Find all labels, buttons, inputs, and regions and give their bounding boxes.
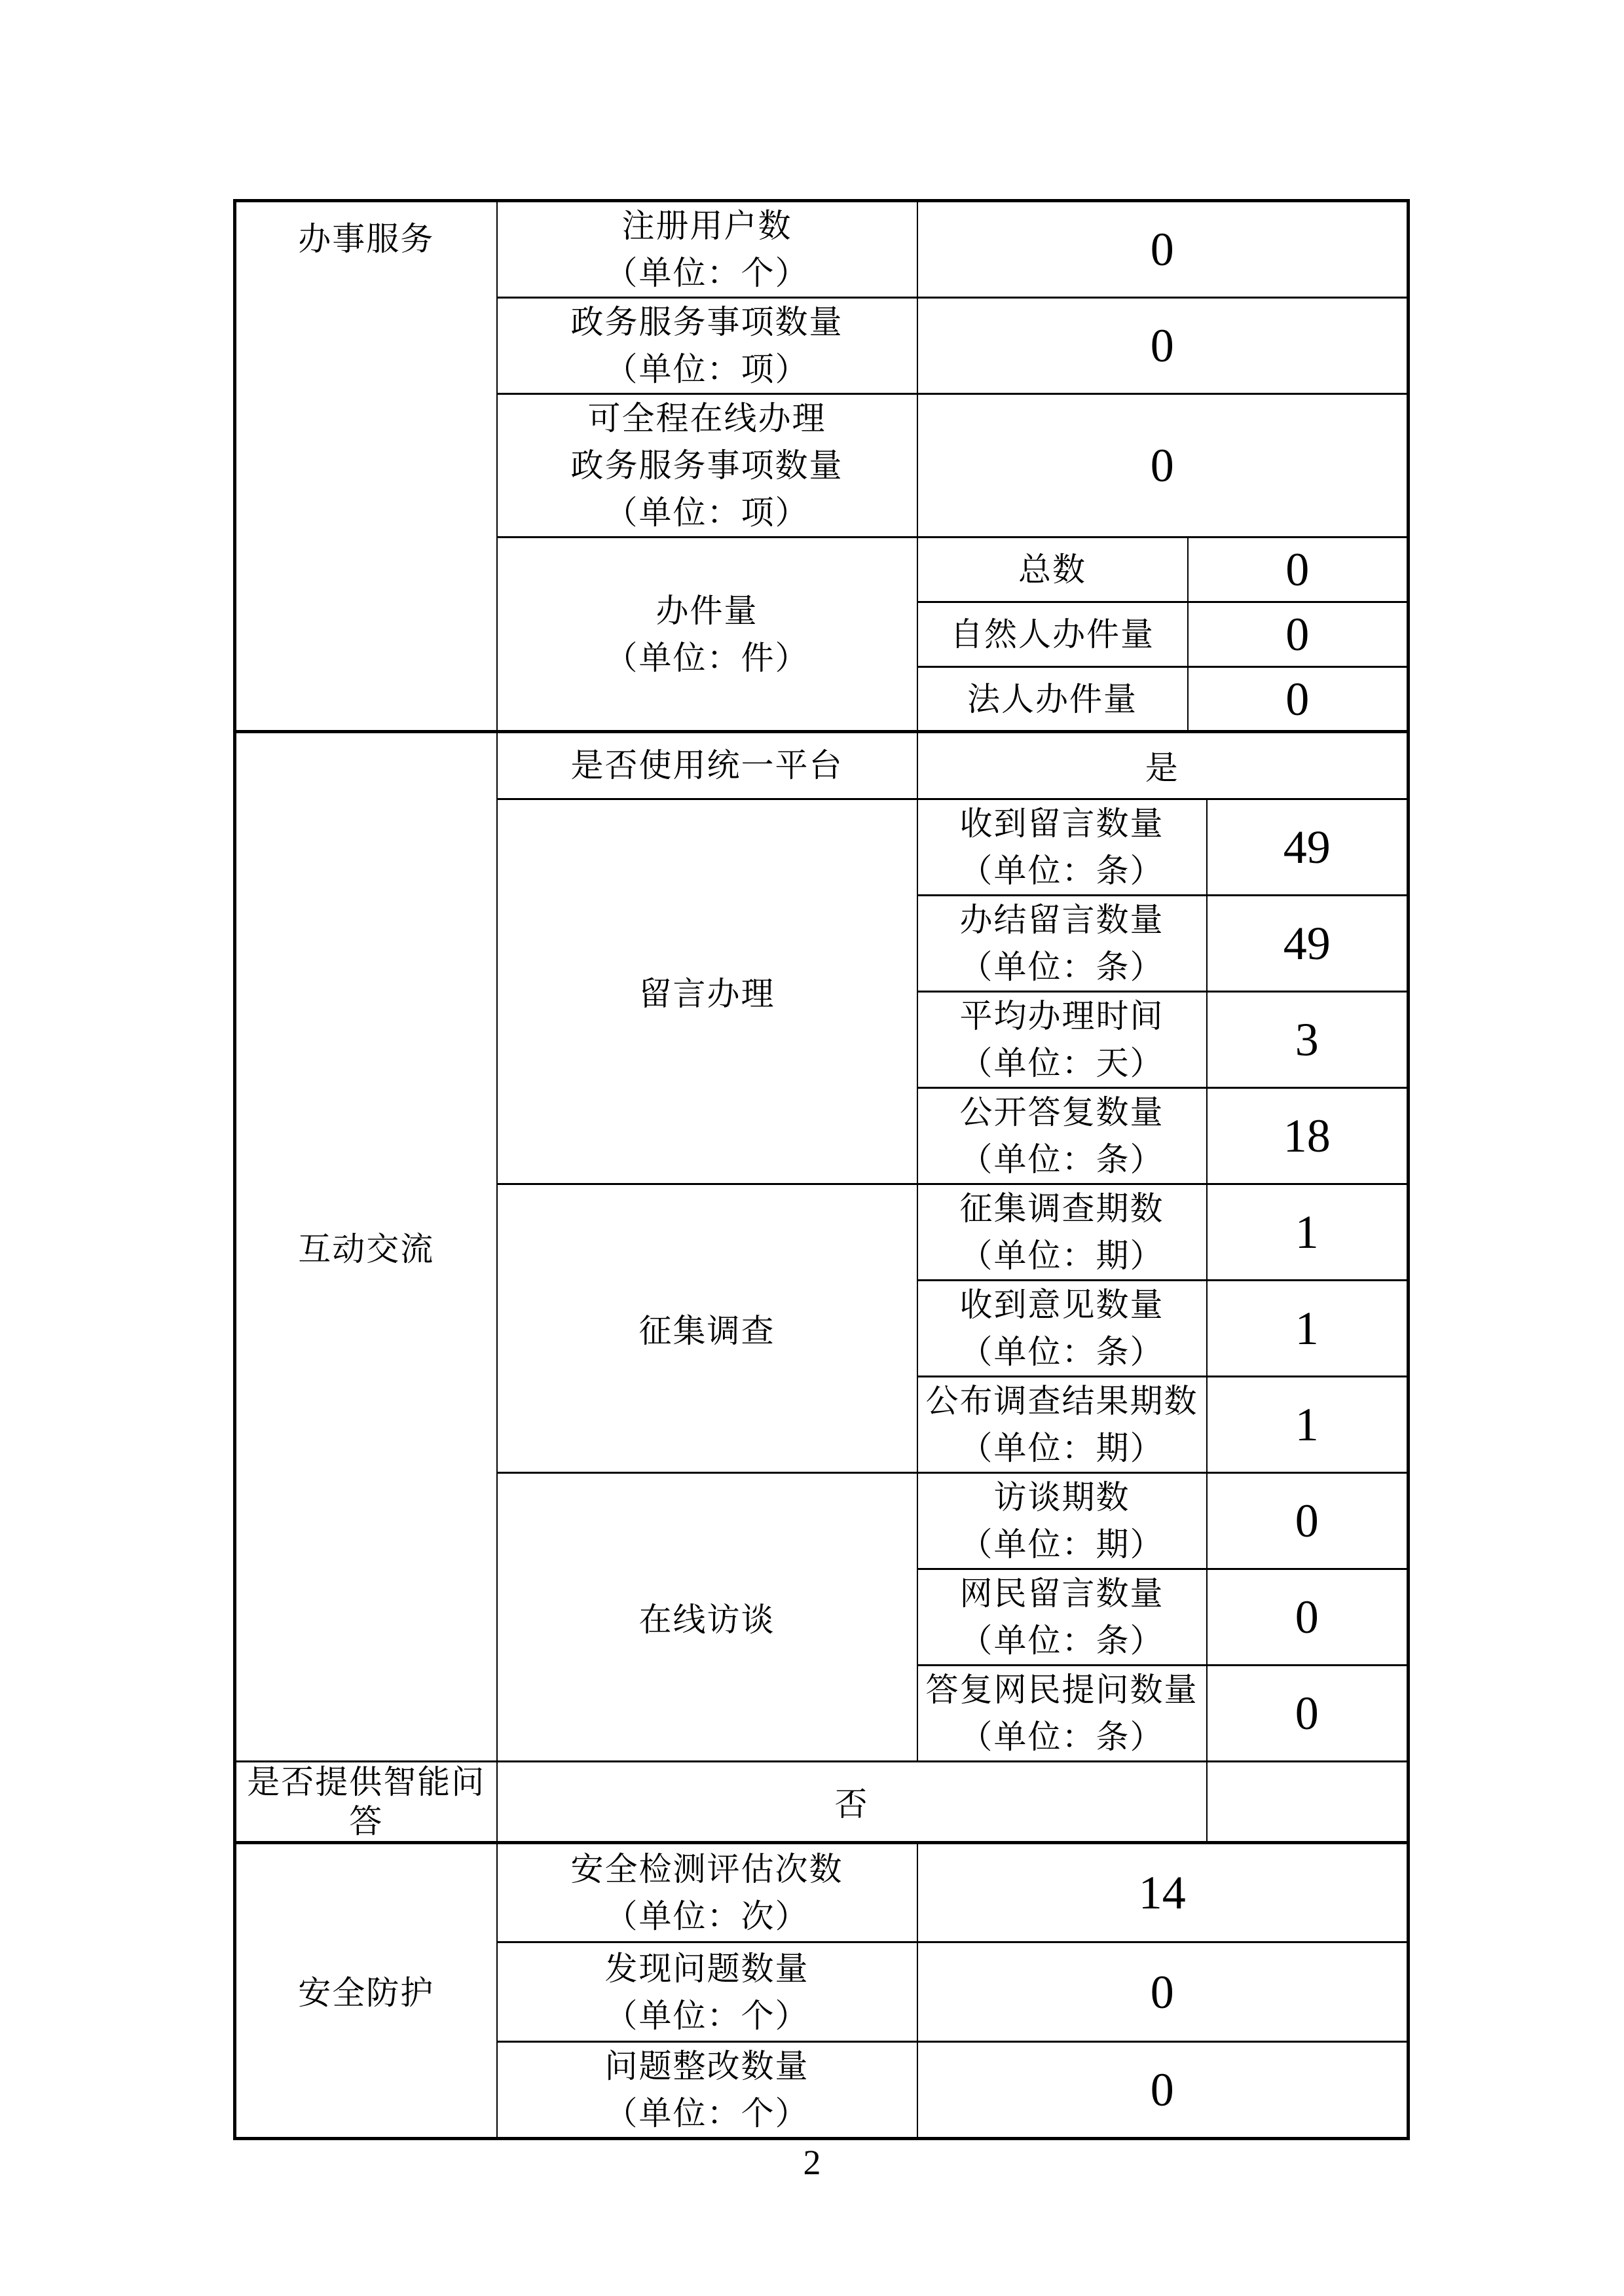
section-label-interaction: 互动交流 [235,733,497,1761]
sub-row-label-avg-time [917,991,1207,1087]
sub-row-unit-line: （单位：条） [959,1718,1164,1755]
row-label-line: 注册用户数 [621,208,792,244]
row-unit-line: （单位：个） [604,2095,809,2132]
row-value-online-items: 0 [917,394,1409,538]
row-unit-line: （单位：个） [604,255,809,291]
row-value-assessments: 14 [917,1844,1409,1942]
sub-row-label-completed [917,895,1207,991]
group-unit-line: （单位：件） [604,639,809,676]
report-table-section-interaction [233,733,1410,1844]
row-label-problems-found [497,1942,917,2042]
sub-row-label-line: 收到留言数量 [959,805,1164,842]
section-label-security: 安全防护 [235,1844,497,2139]
sub-row-label-netizen-messages [917,1569,1207,1665]
sub-row-label-line: 办结留言数量 [959,901,1164,938]
sub-row-label-published-results [917,1376,1207,1472]
table-row [235,1761,1409,1842]
row-unit-line: （单位：次） [604,1897,809,1935]
row-label-unified-platform: 是否使用统一平台 [497,733,917,799]
row-value-problems-fixed: 0 [917,2042,1409,2139]
row-value-unified-platform: 是 [917,733,1409,799]
group-label-surveys: 征集调查 [497,1184,917,1472]
sub-row-label-legal: 法人办件量 [917,667,1188,732]
sub-row-unit-line: （单位：期） [959,1525,1164,1563]
sub-row-label-natural: 自然人办件量 [917,602,1188,667]
row-unit-line: （单位：个） [604,1997,809,2034]
sub-row-value-survey-periods: 1 [1207,1184,1409,1280]
sub-row-label-line: 平均办理时间 [959,997,1164,1034]
sub-row-label-netizen-replies [917,1665,1207,1761]
sub-row-label-received [917,799,1207,895]
report-table [233,199,1407,2140]
sub-row-label-line: 访谈期数 [993,1478,1130,1516]
sub-row-unit-line: （单位：条） [959,1622,1164,1659]
row-value-registered-users: 0 [917,201,1409,298]
row-label-service-items [497,298,917,394]
row-value-problems-found: 0 [917,1942,1409,2042]
sub-row-value-completed: 49 [1207,895,1409,991]
sub-row-value-interview-periods: 0 [1207,1472,1409,1569]
group-label-messages: 留言办理 [497,799,917,1184]
row-label-line: 可全程在线办理 [587,400,826,437]
sub-row-unit-line: （单位：条） [959,948,1164,985]
sub-row-value-total: 0 [1188,538,1409,602]
sub-row-label-opinions [917,1280,1207,1376]
row-label-online-items [497,394,917,538]
row-label-smart-qa: 是否提供智能问答 [235,1761,497,1842]
sub-row-value-public-replies: 18 [1207,1087,1409,1184]
page-number: 2 [803,2143,821,2182]
table-row [235,1844,1409,1942]
row-value-smart-qa: 否 [497,1761,1207,1842]
sub-row-label-line: 收到意见数量 [959,1286,1164,1323]
sub-row-unit-line: （单位：期） [959,1237,1164,1274]
sub-row-unit-line: （单位：条） [959,1140,1164,1178]
sub-row-value-opinions: 1 [1207,1280,1409,1376]
row-label-line: 政务服务事项数量 [570,304,843,340]
group-label-cases [497,538,917,732]
sub-row-label-line: 公开答复数量 [959,1093,1164,1131]
sub-row-value-legal: 0 [1188,667,1409,732]
sub-row-value-received: 49 [1207,799,1409,895]
row-label-line: 安全检测评估次数 [570,1850,843,1887]
sub-row-label-line: 征集调查期数 [959,1190,1164,1227]
row-unit-line: （单位：项） [604,351,809,388]
sub-row-unit-line: （单位：条） [959,852,1164,889]
sub-row-unit-line: （单位：天） [959,1044,1164,1082]
sub-row-label-line: 公布调查结果期数 [925,1382,1198,1419]
row-unit-line: （单位：项） [604,494,809,531]
sub-row-unit-line: （单位：期） [959,1429,1164,1467]
sub-row-label-interview-periods [917,1472,1207,1569]
report-table-section-service [233,199,1410,733]
sub-row-value-natural: 0 [1188,602,1409,667]
sub-row-label-survey-periods [917,1184,1207,1280]
section-label-service: 办事服务 [235,201,497,732]
sub-row-value-netizen-replies: 0 [1207,1665,1409,1761]
sub-row-unit-line: （单位：条） [959,1333,1164,1370]
group-label-interviews: 在线访谈 [497,1472,917,1761]
group-label-line: 办件量 [655,592,758,629]
sub-row-value-avg-time: 3 [1207,991,1409,1087]
sub-row-label-line: 网民留言数量 [959,1575,1164,1612]
row-label-assessments [497,1844,917,1942]
sub-row-value-netizen-messages: 0 [1207,1569,1409,1665]
row-label-problems-fixed [497,2042,917,2139]
sub-row-value-published-results: 1 [1207,1376,1409,1472]
sub-row-label-line: 答复网民提问数量 [925,1671,1198,1708]
row-label-line: 问题整改数量 [604,2048,809,2085]
table-row [235,733,1409,799]
row-label-line: 政务服务事项数量 [570,447,843,484]
report-table-section-security [233,1844,1410,2141]
table-row [235,201,1409,298]
row-label-line: 发现问题数量 [604,1950,809,1987]
sub-row-label-total: 总数 [917,538,1188,602]
sub-row-label-public-replies [917,1087,1207,1184]
row-label-registered-users [497,201,917,298]
row-value-service-items: 0 [917,298,1409,394]
